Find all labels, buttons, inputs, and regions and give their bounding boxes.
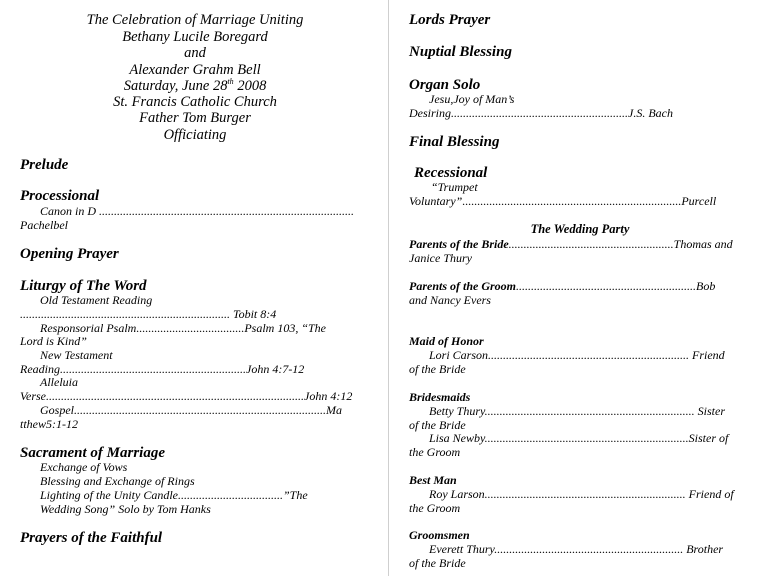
groom-parents-cont: and Nancy Evers xyxy=(409,293,491,307)
new-testament-reading: Reading..............................................................John 4:7-12 xyxy=(20,362,305,376)
nuptial-blessing-heading: Nuptial Blessing xyxy=(409,44,512,60)
bridesmaid-lisa-cont: the Groom xyxy=(409,445,461,459)
alleluia-label: Alleluia xyxy=(40,375,78,389)
recessional-title: “Trumpet xyxy=(431,180,478,194)
best-man-heading: Best Man xyxy=(409,473,457,487)
final-blessing-heading: Final Blessing xyxy=(409,134,500,150)
processional-composer: Pachelbel xyxy=(20,218,68,232)
date-suffix: th xyxy=(227,77,234,87)
opening-prayer-heading: Opening Prayer xyxy=(20,246,119,262)
liturgy-heading: Liturgy of The Word xyxy=(20,278,147,294)
responsorial-psalm: Responsorial Psalm....................................Psalm 103, “The xyxy=(40,321,327,335)
bridesmaid-lisa: Lisa Newby....................................................................Sister of xyxy=(429,431,729,445)
gospel-reading: tthew5:1-12 xyxy=(20,417,78,431)
header-and: and xyxy=(184,45,206,61)
bride-parents-value: .......................................................Thomas and xyxy=(508,237,733,251)
new-testament-label: New Testament xyxy=(40,348,113,362)
page-divider xyxy=(388,0,389,576)
unity-candle: Lighting of the Unity Candle...................................”The xyxy=(40,488,308,502)
organ-solo-title: Jesu,Joy of Man’s xyxy=(429,92,515,106)
prelude-heading: Prelude xyxy=(20,157,69,173)
maid-of-honor-name: Lori Carson................................................................... Friend xyxy=(429,348,725,362)
organ-solo-heading: Organ Solo xyxy=(409,77,481,93)
lords-prayer-heading: Lords Prayer xyxy=(409,12,491,28)
recessional-heading: Recessional xyxy=(414,165,488,181)
processional-heading: Processional xyxy=(20,188,100,204)
groomsman-everett: Everett Thury............................................................... Brother xyxy=(429,542,724,556)
groom-parents-label: Parents of the Groom xyxy=(409,279,517,293)
church-name: St. Francis Catholic Church xyxy=(113,94,277,110)
groomsman-everett-cont: of the Bride xyxy=(409,556,466,570)
best-man-name: Roy Larson................................................................... Friend of xyxy=(429,487,734,501)
officiating-label: Officiating xyxy=(163,127,227,143)
groom-parents-row xyxy=(409,280,715,292)
bridesmaid-betty: Betty Thury...................................................................... Sister xyxy=(429,404,725,418)
header-title: The Celebration of Marriage Uniting xyxy=(86,12,304,28)
bride-parents-cont: Janice Thury xyxy=(409,251,472,265)
prayers-heading: Prayers of the Faithful xyxy=(20,530,163,546)
groom-parents-value: ............................................................Bob xyxy=(516,279,716,293)
wedding-song: Wedding Song” Solo by Tom Hanks xyxy=(40,502,211,516)
wedding-date xyxy=(30,79,360,94)
bride-name: Bethany Lucile Boregard xyxy=(122,29,268,45)
processional-line: Canon in D ..................................................................................... xyxy=(40,204,355,218)
old-testament-label: Old Testament Reading xyxy=(40,293,153,307)
organ-solo-composer: Desiring...........................................................J.S. Bach xyxy=(409,106,673,120)
gospel-line: Gospel....................................................................................Ma xyxy=(40,403,342,417)
bride-parents-row xyxy=(409,238,733,250)
groom-name: Alexander Grahm Bell xyxy=(129,62,261,78)
date-main: Saturday, June 28 xyxy=(123,78,228,94)
maid-of-honor-cont: of the Bride xyxy=(409,362,466,376)
priest-name: Father Tom Burger xyxy=(139,110,251,126)
sacrament-heading: Sacrament of Marriage xyxy=(20,445,166,461)
groomsmen-heading: Groomsmen xyxy=(409,528,470,542)
maid-of-honor-heading: Maid of Honor xyxy=(409,334,484,348)
date-year: 2008 xyxy=(233,78,267,94)
wedding-party-heading: The Wedding Party xyxy=(530,222,630,236)
bridesmaids-heading: Bridesmaids xyxy=(409,390,471,404)
old-testament-reading: ...................................................................... Tobit 8:4 xyxy=(20,307,277,321)
exchange-of-rings: Blessing and Exchange of Rings xyxy=(40,474,195,488)
recessional-composer: Voluntary”.........................................................................Purcell xyxy=(409,194,717,208)
bride-parents-label: Parents of the Bride xyxy=(409,237,509,251)
bridesmaid-betty-cont: of the Bride xyxy=(409,418,466,432)
responsorial-psalm-cont: Lord is Kind” xyxy=(20,334,87,348)
best-man-cont: the Groom xyxy=(409,501,461,515)
exchange-of-vows: Exchange of Vows xyxy=(40,460,128,474)
alleluia-verse: Verse......................................................................................John 4:12 xyxy=(20,389,353,403)
